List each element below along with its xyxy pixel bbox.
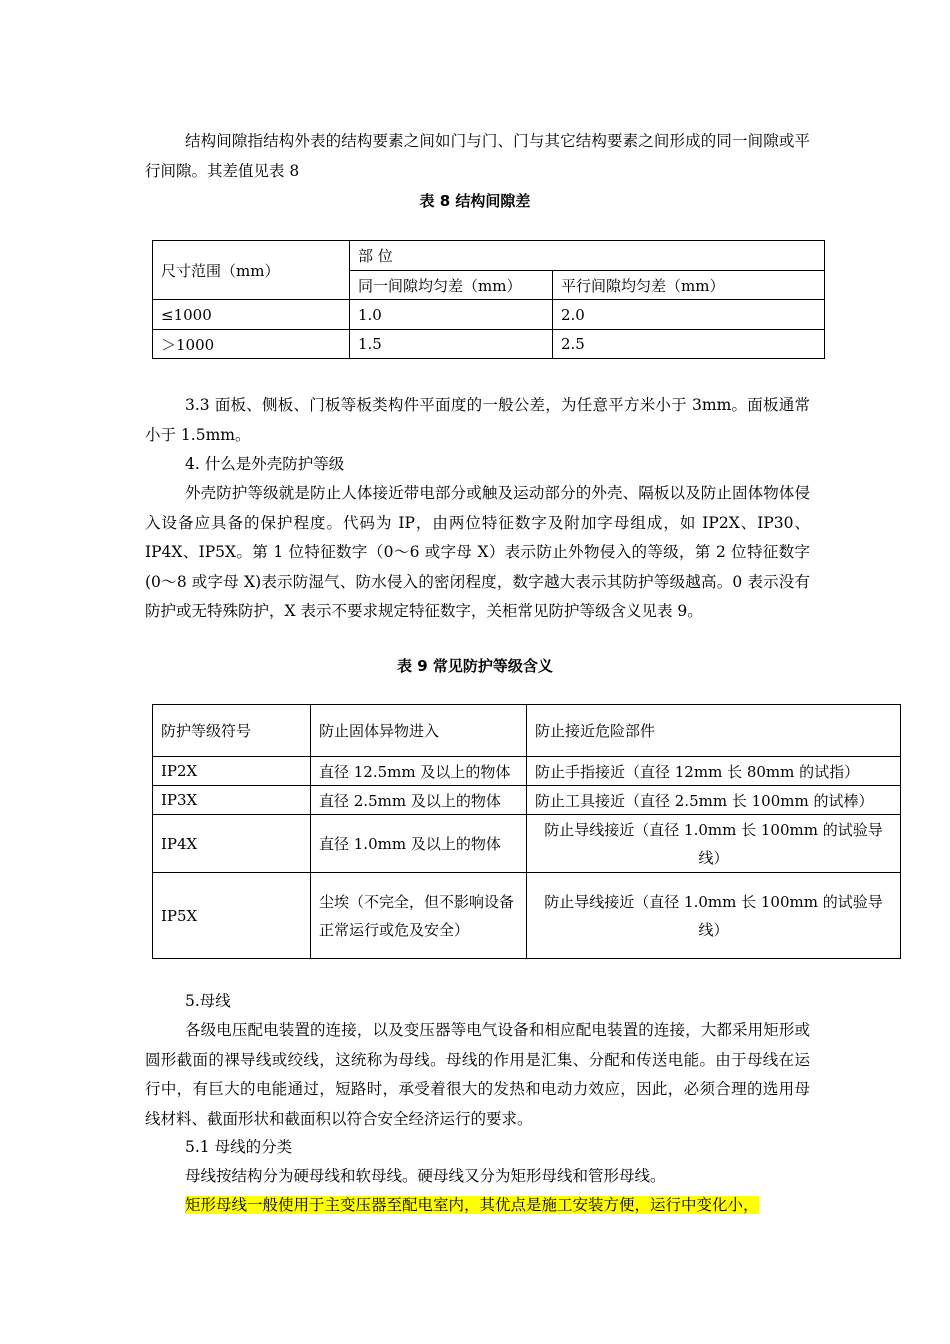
table-row <box>153 300 825 330</box>
table9-caption: 表 9 常见防护等级含义 <box>397 657 553 675</box>
table9-cell-solid: 直径 1.0mm 及以上的物体 <box>311 815 527 873</box>
heading-ip-rating: 4. 什么是外壳防护等级 <box>185 455 345 473</box>
table9-cell-code: IP4X <box>153 815 311 873</box>
table9-ip-levels <box>152 704 901 959</box>
table8-cell-same: 1.5 <box>350 330 553 359</box>
paragraph-structure-gap: 结构间隙指结构外表的结构要素之间如门与门、门与其它结构要素之间形成的同一间隙或平行间隙。其差值见表 8 <box>145 132 810 180</box>
table9-cell-hazard: 防止导线接近（直径 1.0mm 长 100mm 的试验导线） <box>527 873 901 959</box>
table8-caption: 表 8 结构间隙差 <box>419 192 531 210</box>
table8-cell-parallel: 2.5 <box>553 330 825 359</box>
heading-busbar: 5.母线 <box>185 992 231 1010</box>
table8-header-parallel: 平行间隙均匀差（mm） <box>553 271 825 300</box>
table-row <box>153 330 825 359</box>
table9-cell-hazard: 防止手指接近（直径 12mm 长 80mm 的试指） <box>527 757 901 786</box>
table9-header-solid: 防止固体异物进入 <box>311 705 527 757</box>
table9-cell-solid: 尘埃（不完全，但不影响设备正常运行或危及安全） <box>311 873 527 959</box>
table-row <box>153 815 901 873</box>
table-row <box>153 786 901 815</box>
table8-cell-parallel: 2.0 <box>553 300 825 330</box>
table8-structure-gap <box>152 240 825 359</box>
table8-header-group: 部 位 <box>350 241 825 271</box>
table-row <box>153 873 901 959</box>
table8-header-same: 同一间隙均匀差（mm） <box>350 271 553 300</box>
paragraph-rect-busbar <box>145 1191 810 1221</box>
table8-cell-range: ＞1000 <box>153 330 350 359</box>
table9-cell-solid: 直径 2.5mm 及以上的物体 <box>311 786 527 815</box>
table9-cell-code: IP2X <box>153 757 311 786</box>
table9-cell-code: IP5X <box>153 873 311 959</box>
highlighted-text: 矩形母线一般使用于主变压器至配电室内，其优点是施工安装方便，运行中变化小， <box>185 1196 759 1214</box>
table9-header-code: 防护等级符号 <box>153 705 311 757</box>
heading-busbar-types: 5.1 母线的分类 <box>185 1138 293 1156</box>
paragraph-busbar-types: 母线按结构分为硬母线和软母线。硬母线又分为矩形母线和管形母线。 <box>185 1167 666 1185</box>
table9-cell-solid: 直径 12.5mm 及以上的物体 <box>311 757 527 786</box>
table8-cell-same: 1.0 <box>350 300 553 330</box>
paragraph-busbar: 各级电压配电装置的连接，以及变压器等电气设备和相应配电装置的连接，大都采用矩形或圆形截面的裸导线或绞线，这统称为母线。母线的作用是汇集、分配和传送电能。由于母线在运行中，有巨大的电能通过，短路时，承受着很大的发热和电动力效应，因此，必须合理的选用母线材料、截面形状和截面积以符合安全经济运行的要求。 <box>145 1021 810 1128</box>
table9-cell-hazard: 防止工具接近（直径 2.5mm 长 100mm 的试棒） <box>527 786 901 815</box>
table8-cell-range: ≤1000 <box>153 300 350 330</box>
table9-cell-hazard: 防止导线接近（直径 1.0mm 长 100mm 的试验导线） <box>527 815 901 873</box>
paragraph-ip-rating: 外壳防护等级就是防止人体接近带电部分或触及运动部分的外壳、隔板以及防止固体物体侵入设备应具备的保护程度。代码为 IP，由两位特征数字及附加字母组成，如 IP2X、IP30、IP4X、IP5X。第 1 位特征数字（0～6 或字母 X）表示防止外物侵入的等级，第 2 位特征数字(0～8 或字母 X)表示防湿气、防水侵入的密闭程度，数字越大表示其防护等级越高。0 表示没有防护或无特殊防护，X 表示不要求规定特征数字，关柜常见防护等级含义见表 9。 <box>145 484 810 620</box>
paragraph-flatness: 3.3 面板、侧板、门板等板类构件平面度的一般公差，为任意平方米小于 3mm。面板通常小于 1.5mm。 <box>145 396 810 444</box>
table9-header-hazard: 防止接近危险部件 <box>527 705 901 757</box>
table8-header-range: 尺寸范围（mm） <box>153 241 350 300</box>
table-row <box>153 757 901 786</box>
table9-cell-code: IP3X <box>153 786 311 815</box>
